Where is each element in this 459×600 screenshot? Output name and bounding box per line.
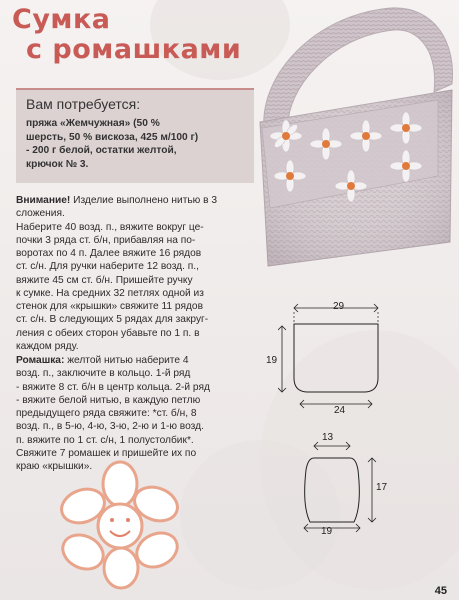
instructions xyxy=(16,194,256,474)
page-number: 45 xyxy=(434,585,447,597)
instruction-line: ст. с/н. В следующих 5 рядах для закруг- xyxy=(16,314,209,326)
materials-heading: Вам потребуется: xyxy=(26,96,141,112)
materials-box xyxy=(16,88,254,183)
instruction-line: почки 3 ряда ст. б/н, прибавляя на по- xyxy=(16,234,196,246)
pattern-bag-body xyxy=(278,296,398,418)
instruction-line: к сумке. На средних 32 петлях одной из xyxy=(16,287,204,299)
chamomile-label: Ромашка: xyxy=(16,355,65,366)
title-line-1: Сумка xyxy=(12,4,111,35)
chamomile-paragraph xyxy=(16,354,256,473)
instruction-line: п. вяжите по 1 ст. с/н, 1 полустолбик*. xyxy=(16,434,194,446)
smiling-flower-illustration xyxy=(55,458,185,590)
flower-eye xyxy=(126,518,130,522)
instruction-line: - вяжите белой нитью, в каждую петлю xyxy=(16,394,201,406)
instruction-line: желтой нитью наберите 4 xyxy=(64,355,189,366)
materials-line: крючок № 3. xyxy=(26,158,89,170)
instruction-line: вяжите 45 см ст. б/н. Пришейте ручку xyxy=(16,274,193,286)
instruction-line: краю «крышки». xyxy=(16,461,93,472)
flower-eye xyxy=(110,518,114,522)
dimension-label: 24 xyxy=(334,405,346,416)
instruction-line: сложения. xyxy=(16,208,65,220)
instruction-line: Изделие выполнено нитью в 3 xyxy=(70,195,218,206)
instruction-line: каждом ряду. xyxy=(16,340,79,352)
title-line-2: с ромашками xyxy=(26,34,242,66)
instruction-line: Свяжите 7 ромашек и пришейте их по xyxy=(16,447,197,459)
instruction-line: предыдущего ряда свяжите: *ст. б/н, 8 xyxy=(16,408,197,419)
page-title xyxy=(12,6,241,65)
instruction-line: ст. с/н. Для ручки наберите 12 возд. п., xyxy=(16,261,199,273)
flap-outline xyxy=(305,458,360,522)
instruction-line: возд. п., заключите в кольцо. 1-й ряд xyxy=(16,368,191,380)
dimension-label: 13 xyxy=(322,432,334,443)
dimension-label: 29 xyxy=(333,301,345,312)
instruction-line: - вяжите 8 ст. б/н в центр кольца. 2-й ряд xyxy=(16,381,210,393)
bag-body-outline xyxy=(294,324,378,392)
instruction-line: возд. п., в 5-ю, 4-ю, 3-ю, 2-ю и 1-ю возд. xyxy=(16,421,204,433)
instruction-line: ления с обеих сторон убавьте по 1 п. в xyxy=(16,327,200,339)
materials-line: пряжа «Жемчужная» (50 % xyxy=(26,118,160,129)
bag-photo xyxy=(256,4,459,276)
dimension-label: 19 xyxy=(321,526,333,537)
flower-center xyxy=(98,504,142,548)
materials-line: шерсть, 50 % вискоза, 425 м/100 г) xyxy=(26,131,199,143)
dimension-label: 19 xyxy=(266,355,278,366)
instruction-line: воротах по 4 п. Далее вяжите 16 рядов xyxy=(16,248,202,259)
pattern-flap xyxy=(296,436,386,536)
instruction-line: стенок для «крышки» свяжите 11 рядов xyxy=(16,301,204,312)
materials-text xyxy=(26,117,246,171)
dimension-label: 17 xyxy=(376,482,388,493)
instruction-line: Наберите 40 возд. п., вяжите вокруг це- xyxy=(16,221,204,233)
materials-line: - 200 г белой, остатки желтой, xyxy=(26,145,177,156)
attention-label: Внимание! xyxy=(16,195,71,206)
instructions-paragraph xyxy=(16,194,256,353)
